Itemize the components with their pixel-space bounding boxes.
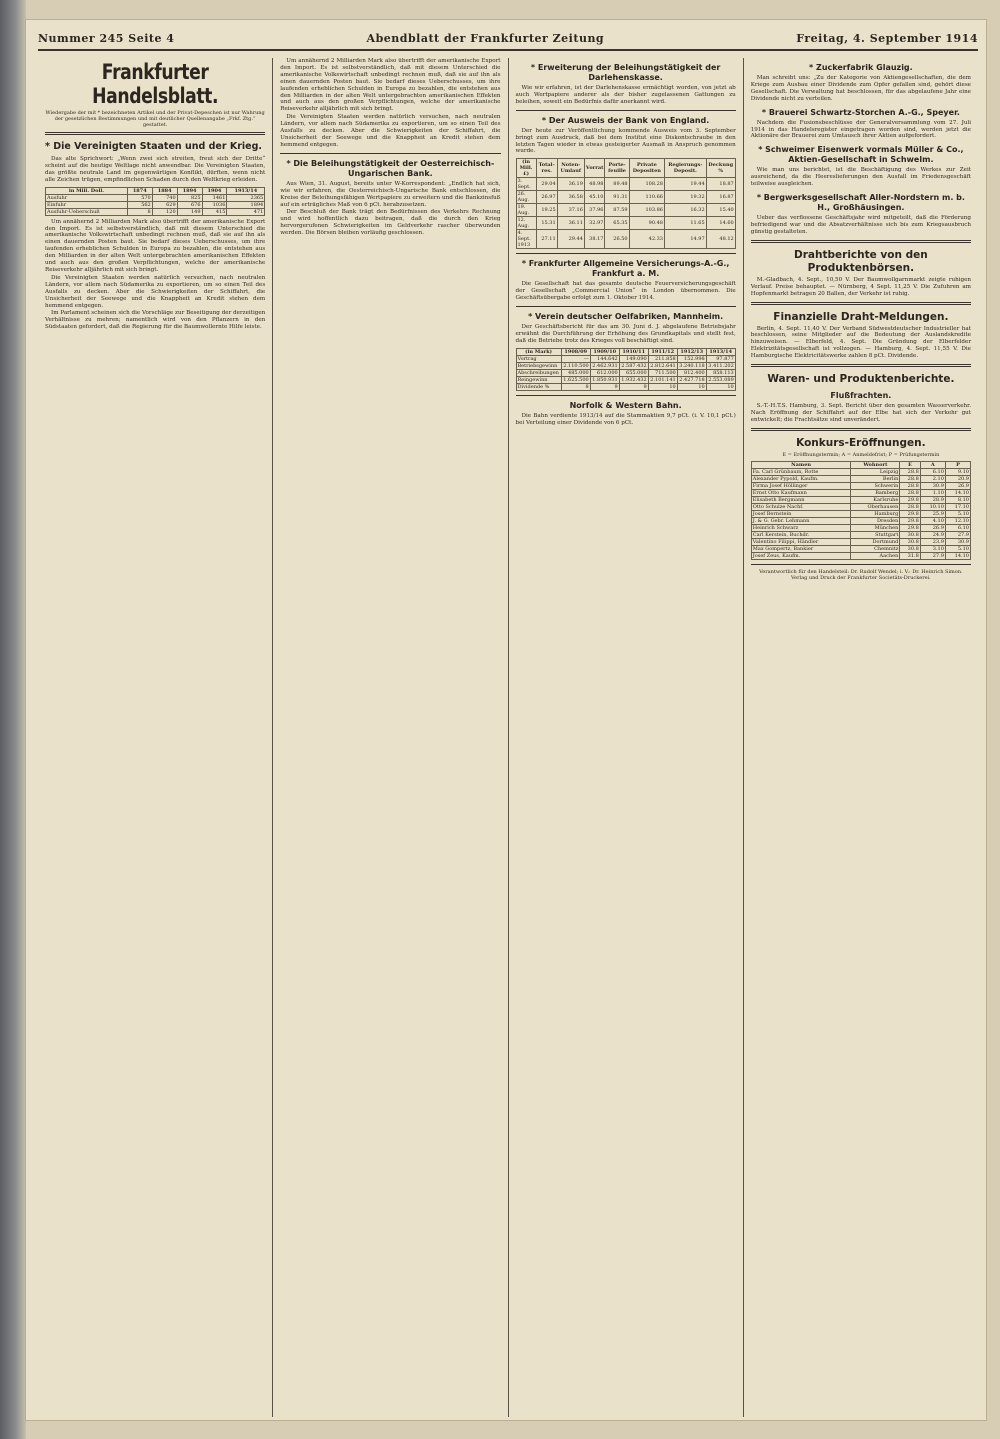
table-header-cell: Regierungs-Deposit. [664, 159, 706, 178]
article-title-glauzig: * Zuckerfabrik Glauzig. [809, 63, 913, 72]
column-4 [744, 58, 978, 1417]
table-row [751, 468, 970, 475]
article-title-darlehen: * Erweiterung der Beleihungstätigkeit der Darlehenskasse. [530, 63, 721, 82]
table-cell: 18.87 [706, 178, 735, 191]
table-cell: 152.998 [677, 355, 706, 362]
table-header-cell: Total-res. [536, 159, 557, 178]
table-cell: 28.9 [920, 496, 945, 503]
table-cell: 2.10 [920, 475, 945, 482]
table-cell: 27.11 [536, 230, 557, 249]
table-cell: 30.9 [945, 538, 970, 545]
table-cell: Dresden [851, 517, 900, 524]
table-cell: Karlsruhe [851, 496, 900, 503]
table-cell: 9 [619, 383, 648, 390]
table-row [516, 355, 735, 362]
article-body-usa-2: Die Vereinigten Staaten werden natürlich versuchen, nach neutralen Ländern, vor allem nach Südamerika zu exportieren, um so einen Teil des Ausfalls zu decken. Aber die Schwierigkeiten der Schiffahrt, die Unsicherheit der Seewege und die Knappheit an Kredit stehen dem hemmend entgegen. [45, 274, 266, 309]
table-header-cell: 1909/10 [590, 348, 619, 355]
table-cell: 10 [706, 383, 735, 390]
article-body-aller: Ueber das verflossene Geschäftsjahr wird mitgeteilt, daß die Förderung befriedigend war und die Absatzverhältnisse sich bis zum Kriegsausbruch günstig gestalteten. [750, 215, 971, 235]
column-3 [509, 58, 744, 1417]
table-header-cell: Wohnort [851, 461, 900, 468]
table-cell: 30.9 [920, 482, 945, 489]
table-cell: Berlin [851, 475, 900, 482]
article-body-schwartz: Nachdem die Fusionsbeschlüsse der Generalversammlung vom 27. Juli 1914 in das Handelsregister eingetragen worden sind, werden jetzt die Aktionäre der Brauerei zum Umtausch ihrer Aktien aufgefordert. [750, 119, 971, 140]
table-cell: Schwerin [851, 482, 900, 489]
table-cell: 29.8 [900, 496, 920, 503]
table-header-cell: Namen [751, 461, 851, 468]
table-row [751, 552, 970, 559]
table-cell: 16.87 [706, 191, 735, 204]
table-row: Ausfuhr 570 740 825 1461 2365 [47, 194, 264, 201]
table-header-cell: Vorrat [584, 159, 605, 178]
table-cell: Max Gompertz, Bankier [751, 545, 851, 552]
table-row [751, 538, 970, 545]
table-cell: 1.850.931 [590, 376, 619, 383]
table-cell: 14.10 [945, 489, 970, 496]
table-row [516, 383, 735, 390]
table-header-cell: Noten-Umlauf [557, 159, 584, 178]
section-body-finanz: Berlin, 4. Sept. 11,40 V. Der Verband Südwestdeutscher Industrieller hat beschlossen, seine Mitglieder auf die Bedeutung der Auslandskredite hinzuweisen. — Elberfeld, 4. Sept. Die Gründung der Elberfelder Elektrizitätsgesellschaft ist vollzogen. — Hamburg, 4. Sept. 11,55 V. Die Hamburgische Elektricitätswerke zahlen 8 pCt. Dividende. [750, 325, 971, 360]
table-cell: 19.32 [664, 191, 706, 204]
table-header-cell: A [920, 461, 945, 468]
table-cell: 19. Aug. [516, 204, 536, 217]
table-cell: 48.98 [584, 178, 605, 191]
table-cell: Betriebsgewinn [516, 362, 561, 369]
table-cell: 91.31 [605, 191, 629, 204]
header-paper-title: Abendblatt der Frankfurter Zeitung [366, 31, 605, 45]
table-cell: 2.110.500 [561, 362, 590, 369]
table-row [751, 510, 970, 517]
table-cell: 23.9 [920, 538, 945, 545]
page-header [38, 30, 978, 51]
table-cell: 5.10 [945, 545, 970, 552]
bank-table [516, 158, 736, 249]
table-cell: 25.9 [920, 510, 945, 517]
article-body-glauzig: Man schreibt uns: „Zu der Kategorie von Aktiengesellschaften, die dem Kriege zum Ausbau einer Dividende zum Opfer gefallen sind, gehört diese Gesellschaft. Die Verwaltung hat beschlossen, für das abgelaufene Jahr eine Dividende nicht zu verteilen. [750, 75, 971, 102]
section-title-waren: Waren- und Produktenberichte. [767, 373, 955, 386]
table-header-cell: Porte-feuille [605, 159, 629, 178]
table-header-cell: 1912/13 [677, 348, 706, 355]
table-cell: 711.500 [648, 369, 677, 376]
table-cell: Bamberg [851, 489, 900, 496]
table-header-cell: 1910/11 [619, 348, 648, 355]
table-cell: 2.553.089 [706, 376, 735, 383]
table-cell: 6.10 [945, 524, 970, 531]
table-cell: 30.8 [900, 538, 920, 545]
table-cell: 17.10 [945, 503, 970, 510]
table-header-cell: Private Depositen [629, 159, 664, 178]
table-cell: 28.8 [900, 489, 920, 496]
table-row [516, 369, 735, 376]
table-cell: 30.8 [900, 531, 920, 538]
table-cell: J. & G. Gebr. Lehmann [751, 517, 851, 524]
table-cell: 19.25 [536, 204, 557, 217]
table-cell: 26.97 [536, 191, 557, 204]
table-cell: 36.19 [557, 178, 584, 191]
table-header-cell: 1913/14 [706, 348, 735, 355]
header-date: Freitag, 4. September 1914 [796, 31, 978, 45]
table-row [516, 178, 735, 191]
masthead-title: Frankfurter Handelsblatt. [92, 60, 219, 108]
table-cell: 144.642 [590, 355, 619, 362]
article-title-norfolk: Norfolk & Western Bahn. [569, 400, 682, 410]
table-cell: 11.65 [664, 217, 706, 230]
header-issue: Nummer 245 Seite 4 [38, 31, 175, 45]
table-cell: Elisabeth Bergmann [751, 496, 851, 503]
article-title-austria: * Die Beleihungstätigkeit der Oesterreichisch-Ungarischen Bank. [286, 158, 495, 178]
article-body-oel: Der Geschäftsbericht für das am 30. Juni d. J. abgelaufene Betriebsjahr erwähnt die Durchführung der Erhöhung des Grundkapitals und stellt fest, daß die Betriebe trotz des Krieges voll beschäftigt sind. [515, 324, 736, 344]
table-cell: 8.10 [945, 496, 970, 503]
table-cell: 45.10 [584, 191, 605, 204]
article-body-usa-cont: Um annähernd 2 Milliarden Mark also übertrifft der amerikanische Export den Import. Es ist selbstverständlich, daß mit diesem Unterschied die amerikanische Volkswirtschaft unbedingt rechnen muß, daß sie auf ihn als einen dauernden Posten baut. Sie bedarf dieses Ueberschusses, um ihre laufenden erheblichen Schulden in Europa zu bezahlen, die entstehen aus den Milliarden in der alten Welt untergebrachten amerikanischen Effekten und auch aus den großen Verpflichtungen, welche der amerikanische Reiseverkehr alljährlich mit sich bringt. [280, 58, 501, 113]
article-lead-usa: Das alte Sprichwort: „Wenn zwei sich streiten, freut sich der Dritte“ scheint auf die heutige Weltlage nicht anwendbar. Die Vereinigten Staaten, das größte neutrale Land im gegenwärtigen Konflikt, dürften, wenn nicht alle Zeichen trügen, empfindlichen Schaden durch den Weltkrieg erleiden. [45, 156, 266, 183]
table-cell: 42.33 [629, 230, 664, 249]
page-footer: Verantwortlich für den Handelsteil: Dr. Rudolf Wendel; i. V.: Dr. Heinrich Simon. Verlag und Druck der Frankfurter Societäts-Druckerei. [759, 568, 963, 581]
article-title-fluss: Flußfrachten. [830, 391, 892, 401]
table-row [516, 362, 735, 369]
table-cell: 14.10 [945, 552, 970, 559]
table-cell: Alexander Pypold, Kaufm. [751, 475, 851, 482]
table-row [751, 496, 970, 503]
table-cell: 37.16 [557, 204, 584, 217]
article-body-frankfurt: Die Gesellschaft hat das gesamte deutsche Feuerversicherungsgeschäft der Gesellschaft „Commercial Union“ in London übernommen. Die Geschäftsübergabe erfolgt zum 1. Oktober 1914. [515, 281, 736, 302]
table-cell: 3. Sept. [516, 178, 536, 191]
table-cell: 110.66 [629, 191, 664, 204]
table-cell: 10 [677, 383, 706, 390]
table-cell: 2.427.718 [677, 376, 706, 383]
table-cell: 8 [561, 383, 590, 390]
article-title-frankfurt: * Frankfurter Allgemeine Versicherungs-A.-G., Frankfurt a. M. [521, 259, 730, 279]
table-header-cell: 1911/12 [648, 348, 677, 355]
table-cell: Reingewinn [516, 376, 561, 383]
table-cell: 15.40 [706, 204, 735, 217]
table-cell: Josef Bernstein [751, 510, 851, 517]
table-cell: 2.587.432 [619, 362, 648, 369]
table-cell: 16.32 [664, 204, 706, 217]
table-cell: Abschreibungen [516, 369, 561, 376]
table-cell: Josef Zeus, Kaufm. [751, 552, 851, 559]
table-cell: 48.12 [706, 230, 735, 249]
table-row [516, 191, 735, 204]
table-cell: 28.8 [900, 475, 920, 482]
table-cell: 20.9 [945, 475, 970, 482]
table-cell: 14.60 [706, 217, 735, 230]
table-cell: 37.96 [584, 204, 605, 217]
table-cell: 31.8 [900, 552, 920, 559]
oel-table [516, 348, 736, 391]
table-cell: 87.59 [605, 204, 629, 217]
table-cell: 90.48 [629, 217, 664, 230]
konkurs-table [751, 461, 971, 560]
column-1 [38, 58, 273, 1417]
table-cell: München [851, 524, 900, 531]
table-cell: 29.8 [900, 517, 920, 524]
section-body-draht: M.-Gladbach, 4. Sept., 10,50 V. Der Baumwollgarnmarkt zeigte ruhigen Verlauf. Preise behauptet. — Nürnberg, 4 Sept. 11,25 V. Die Zufuhren am Hopfenmarkt betragen 20 Ballen, der Verkehr ist ruhig. [750, 276, 971, 297]
table-row: Ausfuhr-Ueberschuß 8 120 149 415 471 [47, 208, 264, 215]
article-body-austria: Aus Wien, 31. August, bereits unter W-Korrespondent: „Endlich hat sich, wie wir erfahren, die Oesterreichisch-Ungarische Bank entschlossen, die Kreise der Beleihungsfähigen Wertpapiere zu erweitern und die Bankzinsfuß auf ein erträgliches Maß von 6 pCt. herabzusetzen. [280, 180, 501, 208]
table-cell: 149.090 [619, 355, 648, 362]
article-title-bank: * Der Ausweis der Bank von England. [541, 115, 710, 125]
table-row [516, 376, 735, 383]
table-cell: 3.240.118 [677, 362, 706, 369]
table-cell: 30.8 [900, 545, 920, 552]
table-cell: Stuttgart [851, 531, 900, 538]
table-cell: Carl Kerstein, Buchdr. [751, 531, 851, 538]
article-body-norfolk: Die Bahn verdiente 1913/14 auf die Stammaktien 9,7 pCt. (i. V. 10,1 pCt.) bei Verteilung einer Dividende von 6 pCt. [515, 412, 736, 426]
table-cell: 26. Aug. [516, 191, 536, 204]
table-row [751, 482, 970, 489]
table-cell: 12.10 [945, 517, 970, 524]
table-row [751, 503, 970, 510]
article-body-fluss: S.-T.-H.T.S. Hamburg, 3. Sept. Bericht über den gesamten Wasserverkehr. Nach Eröffnung der Schiffahrt auf der Elbe hat sich der Verkehr gut entwickelt; die Frachtsätze sind unverändert. [750, 403, 971, 423]
table-cell: 485.000 [561, 369, 590, 376]
section-title-finanz: Finanzielle Draht-Meldungen. [773, 310, 949, 323]
table-cell: Dividende % [516, 383, 561, 390]
table-cell: 24.9 [920, 531, 945, 538]
table-cell: 211.858 [648, 355, 677, 362]
table-cell: 812.400 [677, 369, 706, 376]
table-cell: 26.9 [920, 524, 945, 531]
table-cell: 27.9 [945, 531, 970, 538]
columns [38, 58, 978, 1417]
table-cell: 5.10 [945, 510, 970, 517]
article-title-aller: * Bergwerksgesellschaft Aller-Nordstern m. b. H., Großhäusingen. [756, 193, 965, 213]
table-cell: 14.97 [664, 230, 706, 249]
table-cell: 15.31 [536, 217, 557, 230]
table-header-cell: (in Mill. £) [516, 159, 536, 178]
article-body-bank: Der heute zur Veröffentlichung kommende Ausweis vom 3. September bringt zum Ausdruck, daß bei dem Institut eine Diskontschraube in den letzten Tagen wieder in etwas gesteigerter Ausmaß in Anspruch genommen wurde. [515, 127, 736, 155]
table-cell: 65.35 [605, 217, 629, 230]
table-cell: 29.8 [900, 510, 920, 517]
binding-spine [0, 0, 26, 1439]
table-cell: 97.877 [706, 355, 735, 362]
table-cell: Vortrag [516, 355, 561, 362]
table-cell: Ernst Otto Kaufmann [751, 489, 851, 496]
table-row [751, 517, 970, 524]
table-cell: 6.10 [920, 468, 945, 475]
table-cell: Aachen [851, 552, 900, 559]
table-header-cell: (in Mark) [516, 348, 561, 355]
table-cell: Heinrich Schwarz [751, 524, 851, 531]
table-cell: 4. Sept. 1913 [516, 230, 536, 249]
table-cell: — [561, 355, 590, 362]
table-cell: 2.462.931 [590, 362, 619, 369]
table-cell: 29.04 [536, 178, 557, 191]
table-cell: 1.932.432 [619, 376, 648, 383]
table-cell: 9.10 [945, 468, 970, 475]
table-header-cell: Deckung % [706, 159, 735, 178]
table-cell: 32.97 [584, 217, 605, 230]
table-cell: 36.11 [557, 217, 584, 230]
table-cell: 3.10 [920, 545, 945, 552]
table-row [751, 545, 970, 552]
table-cell: 28.8 [900, 482, 920, 489]
table-cell: 28.8 [900, 468, 920, 475]
table-cell: 26.50 [605, 230, 629, 249]
table-cell: 108.28 [629, 178, 664, 191]
article-body-schweim: Wie man uns berichtet, ist die Beschäftigung des Werkes zur Zeit ausreichend, da die Heereslieferungen den Ausfall im Friedensgeschäft teilweise ausgleichen. [750, 167, 971, 188]
column-2 [273, 58, 508, 1417]
table-cell: Dortmund [851, 538, 900, 545]
table-header-cell: E [900, 461, 920, 468]
table-cell: Valentino Filippi, Händler [751, 538, 851, 545]
table-cell: 655.000 [619, 369, 648, 376]
table-cell: 3.411.202 [706, 362, 735, 369]
table-row [751, 524, 970, 531]
table-cell: 1.625.500 [561, 376, 590, 383]
table-cell: Chemnitz [851, 545, 900, 552]
table-cell: 28.8 [900, 503, 920, 510]
table-cell: 12. Aug. [516, 217, 536, 230]
section-title-draht: Drahtberichte von den Produktenbörsen. [794, 248, 928, 274]
table-cell: Otto Schulze Nachf. [751, 503, 851, 510]
article-title-oel: * Verein deutscher Oelfabriken, Mannheim. [528, 312, 724, 322]
article-body-usa-3: Im Parlament scheinen sich die Vorschläge zur Beseitigung der derzeitigen Verhältnisse zu mehren; namentlich wird von den Pflanzern in den Südstaaten gefordert, daß die Regierung für die Baumwollernte Hilfe leiste. [45, 310, 266, 331]
article-title-schwartz: * Brauerei Schwartz-Storchen A.-G., Speyer. [761, 107, 960, 117]
table-cell: 1.10 [920, 489, 945, 496]
table-row [751, 475, 970, 482]
table-row [751, 531, 970, 538]
table-cell: 29.8 [900, 524, 920, 531]
table-cell: 10 [648, 383, 677, 390]
table-cell: 4.10 [920, 517, 945, 524]
table-cell: 27.9 [920, 552, 945, 559]
table-row [751, 489, 970, 496]
table-header-cell: 1908/09 [561, 348, 590, 355]
table-cell: Leipzig [851, 468, 900, 475]
table-cell: Hamburg [851, 510, 900, 517]
table-row: Einfuhr 562 629 676 1036 1894 [47, 201, 264, 208]
table-row [516, 230, 735, 249]
table-cell: 89.48 [605, 178, 629, 191]
article-title-schweim: * Schweimer Eisenwerk vormals Müller & Co., Aktien-Gesellschaft in Schwelm. [758, 145, 964, 165]
section-title-konkurs: Konkurs-Eröffnungen. [796, 436, 926, 449]
table-cell: 38.17 [584, 230, 605, 249]
table-cell: 858.113 [706, 369, 735, 376]
table-cell: Oberhausen [851, 503, 900, 510]
article-title-usa: * Die Vereinigten Staaten und der Krieg. [45, 141, 262, 152]
table-cell: 2.101.141 [648, 376, 677, 383]
table-cell: 36.58 [557, 191, 584, 204]
table-cell: Firma Josef Höllinger [751, 482, 851, 489]
table-cell: 10.10 [920, 503, 945, 510]
table-cell: 9 [590, 383, 619, 390]
table-cell: 103.86 [629, 204, 664, 217]
table-row [516, 217, 735, 230]
table-row [516, 204, 735, 217]
table-cell: 612.000 [590, 369, 619, 376]
article-body-usa: Um annähernd 2 Milliarden Mark also übertrifft der amerikanische Export den Import. Es ist selbstverständlich, daß mit diesem Unterschied die amerikanische Volkswirtschaft unbedingt rechnen muß, daß sie auf ihn als einen dauernden Posten baut. Sie bedarf dieses Ueberschusses, um ihre laufenden erheblichen Schulden in Europa zu bezahlen, die entstehen aus den Milliarden in der alten Welt untergebrachten amerikanischen Effekten und auch aus den großen Verpflichtungen, welche der amerikanische Reiseverkehr alljährlich mit sich bringt. [45, 218, 266, 273]
exports-table: in Mill. Doll. 1874 1884 1894 1904 1913/14 Ausfuhr 570 740 825 1461 2365 Einfuhr 562 629 676 1036 1894 Ausfuhr-Ueberschuß 8 120 149 415 471 [47, 187, 264, 215]
table-header-cell: P [945, 461, 970, 468]
masthead-subtitle: Wiedergabe der mit * bezeichneten Artikel und der Privat-Depeschen ist nur Wahrung der gesetzlichen Bestimmungen und mit deutlicher Quellenangabe „Frkf. Ztg.“ gestattet. [45, 110, 265, 128]
table-cell: Fa. Carl Grünbaum, Rotte [751, 468, 851, 475]
article-body-usa-cont-2: Die Vereinigten Staaten werden natürlich versuchen, nach neutralen Ländern, vor allem nach Südamerika zu exportieren, um so einen Teil des Ausfalls zu decken. Aber die Schwierigkeiten der Schiffahrt, die Unsicherheit der Seewege und die Knappheit an Kredit stehen dem hemmend entgegen. [280, 114, 501, 148]
konkurs-legend: E = Eröffnungstermin; A = Anmeldefrist; P = Prüfungstermin [782, 451, 940, 458]
article-body-darlehen: Wie wir erfahren, ist der Darlehenskasse ermächtigt worden, von jetzt ab auch Wertpapiere anderer als der bisher zugelassenen Gattungen zu beleihen, soweit ein Bedürfnis dafür anerkannt wird. [515, 85, 736, 105]
table-cell: 2.812.641 [648, 362, 677, 369]
article-body-austria-2: Der Beschluß der Bank trägt den Bedürfnissen des Verkehrs Rechnung und wird hoffentlich dazu beitragen, daß die durch den Krieg hervorgerufenen Schwierigkeiten im Geldverkehr rascher überwunden werden. Die Börsen bleiben vorläufig geschlossen. [280, 209, 501, 237]
table-cell: 26.9 [945, 482, 970, 489]
table-cell: 19.44 [664, 178, 706, 191]
table-cell: 29.44 [557, 230, 584, 249]
